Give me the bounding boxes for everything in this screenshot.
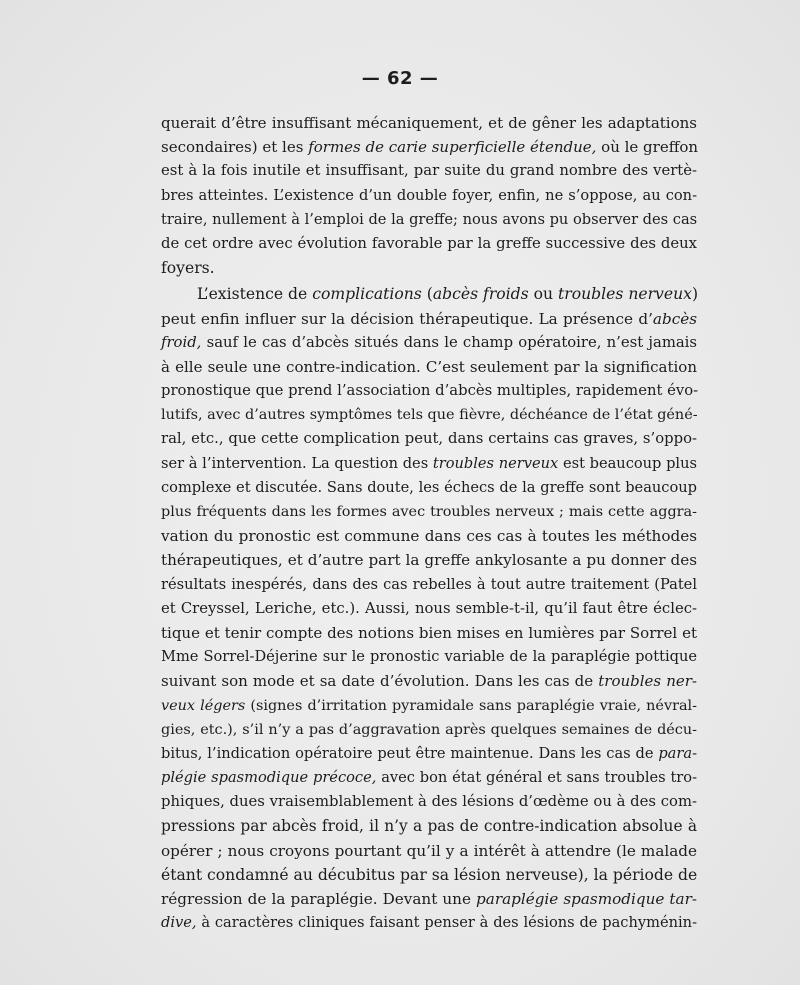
text-segment: ser à l’intervention. La question des <box>161 454 433 472</box>
text-line <box>161 597 697 621</box>
italic-text: troubles nerveux <box>558 285 692 304</box>
text-segment: étant condamné au décubitus par sa lésion nerveuse), la période de <box>161 865 698 884</box>
text-segment: ( <box>421 285 433 304</box>
italic-text: formes de carie superficielle étendue, <box>308 138 597 157</box>
text-line <box>161 887 697 911</box>
text-segment: complexe et discutée. Sans doute, les échecs de la greffe sont beaucoup <box>161 478 697 496</box>
text-segment: résultats inespérés, dans des cas rebelles à tout autre traitement (Patel <box>161 575 697 593</box>
text-segment: secondaires) et les <box>161 138 309 157</box>
text-line <box>161 621 697 645</box>
italic-text: abcès froids <box>432 285 529 304</box>
text-line <box>161 863 697 887</box>
text-segment: ral, etc., que cette complication peut, dans certains cas graves, s’oppo- <box>161 430 697 448</box>
text-segment: foyers. <box>161 259 215 278</box>
text-segment: à elle seule une contre-indication. C’est seulement par la signification <box>161 357 697 376</box>
italic-text: para- <box>658 744 697 762</box>
italic-text: dive, <box>161 914 197 932</box>
text-line <box>161 669 697 693</box>
italic-text: plégie spasmodique précoce, <box>161 769 377 787</box>
text-segment: thérapeutiques, et d’autre part la greffe ankylosante a pu donner des <box>161 551 697 570</box>
page-number: — 62 — <box>361 68 439 89</box>
text-line <box>161 307 697 331</box>
text-line <box>161 208 697 232</box>
text-segment: de cet ordre avec évolution favorable par la greffe successive des deux <box>161 234 697 252</box>
italic-text: veux légers <box>161 697 246 714</box>
text-segment: tique et tenir compte des notions bien mises en lumières par Sorrel et <box>161 623 697 642</box>
text-line <box>161 645 697 669</box>
text-segment: est beaucoup plus <box>558 454 697 472</box>
text-segment: et Creyssel, Leriche, etc.). Aussi, nous semble-t-il, qu’il faut être éclec- <box>161 599 697 617</box>
text-segment: L’existence de <box>197 285 313 304</box>
text-segment: lutifs, avec d’autres symptômes tels que fièvre, déchéance de l’état géné- <box>161 407 698 424</box>
text-segment: peut enfin influer sur la décision thérapeutique. La présence d’ <box>161 309 653 328</box>
text-segment: opérer ; nous croyons pourtant qu’il y a intérêt à attendre (le malade <box>161 841 697 860</box>
text-segment: ou <box>528 285 559 304</box>
text-line <box>161 476 697 500</box>
text-segment: avec bon état général et sans troubles tro- <box>376 769 698 787</box>
text-segment: où le greffon <box>596 138 699 157</box>
text-segment: régression de la paraplégie. Devant une <box>161 890 477 908</box>
body-text <box>161 111 697 935</box>
text-segment: bres atteintes. L’existence d’un double foyer, enfin, ne s’oppose, au con- <box>161 186 697 204</box>
text-line <box>161 403 697 427</box>
text-line <box>161 718 697 742</box>
text-line <box>161 232 697 256</box>
text-segment: gies, etc.), s’il n’y a pas d’aggravation après quelques semaines de décu- <box>161 721 697 738</box>
text-segment: à caractères cliniques faisant penser à des lésions de pachyménin- <box>196 914 697 932</box>
text-line <box>161 766 697 790</box>
text-line <box>161 159 697 183</box>
text-line <box>161 790 697 814</box>
text-segment: suivant son mode et sa date d’évolution. Dans les cas de <box>161 672 599 691</box>
text-line <box>161 500 697 524</box>
text-segment: phiques, dues vraisemblablement à des lésions d’œdème ou à des com- <box>161 793 697 811</box>
text-line <box>161 184 697 208</box>
text-line <box>161 742 697 766</box>
text-line <box>161 814 697 838</box>
text-segment: plus fréquents dans les formes avec troubles nerveux ; mais cette aggra- <box>161 504 697 520</box>
text-segment: querait d’être insuffisant mécaniquement, et de gêner les adaptations <box>161 114 697 132</box>
text-segment: pressions par abcès froid, il n’y a pas de contre-indication absolue à <box>161 817 697 836</box>
text-line <box>161 282 697 306</box>
italic-text: abcès <box>652 309 697 328</box>
text-segment: (signes d’irritation pyramidale sans paraplégie vraie, névral- <box>245 697 697 714</box>
text-line <box>161 573 697 597</box>
text-segment: traire, nullement à l’emploi de la greffe; nous avons pu observer des cas <box>161 210 698 228</box>
text-line <box>161 427 697 451</box>
text-line <box>161 379 697 403</box>
text-line <box>161 548 697 572</box>
italic-text: troubles nerveux <box>432 454 559 472</box>
text-segment: est à la fois inutile et insuffisant, par suite du grand nombre des vertè- <box>161 162 697 180</box>
text-segment: Mme Sorrel-Déjerine sur le pronostic variable de la paraplégie pottique <box>161 648 697 666</box>
text-line <box>161 111 697 135</box>
text-segment: ) <box>691 285 699 304</box>
text-segment: vation du pronostic est commune dans ces cas à toutes les méthodes <box>161 527 697 546</box>
italic-text: complications <box>312 285 422 304</box>
text-line <box>161 839 697 863</box>
text-line <box>161 256 697 280</box>
italic-text: froid, <box>161 333 202 351</box>
text-line <box>161 355 697 379</box>
text-segment: pronostique que prend l’association d’abcès multiples, rapidement évo- <box>161 382 699 400</box>
text-line <box>161 524 697 548</box>
text-segment: sauf le cas d’abcès situés dans le champ opératoire, n’est jamais <box>201 333 697 351</box>
text-segment: bitus, l’indication opératoire peut être maintenue. Dans les cas de <box>161 744 659 762</box>
text-line <box>161 694 697 718</box>
text-line <box>161 331 697 355</box>
italic-text: troubles ner- <box>598 672 697 691</box>
text-line <box>161 452 697 476</box>
text-line <box>161 911 697 935</box>
italic-text: paraplégie spasmodique tar- <box>476 890 697 908</box>
text-line <box>161 135 697 159</box>
